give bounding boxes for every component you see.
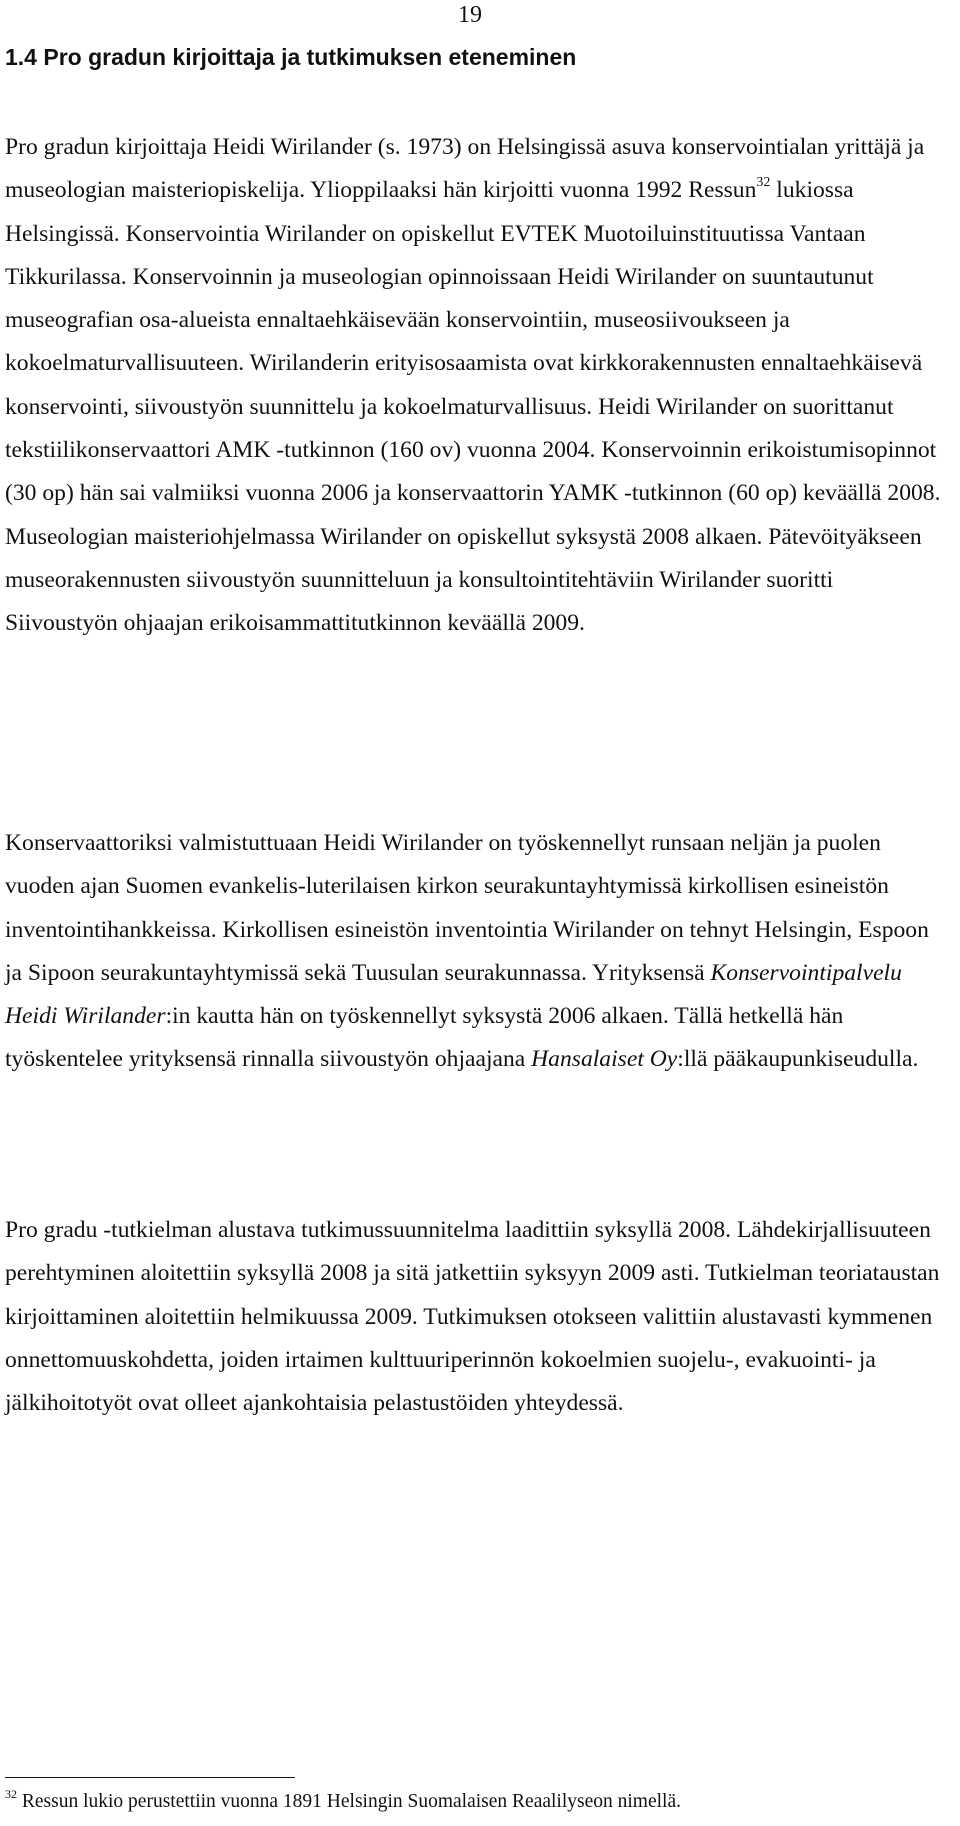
paragraph-2-part-1: Konservaattoriksi valmistuttuaan Heidi Wirilander on työskennellyt runsaan neljän ja puolen vuoden ajan Suomen evankelis-luterilaisen kirkon seurakuntayhtymissä kirkollisen esineistön inventointihankkeissa. Kirkollisen esineistön inventointia Wirilander on tehnyt Helsingin, Espoon ja Sipoon seurakuntayhtymissä sekä Tuusulan seurakunnassa. Yrityksensä: [5, 830, 929, 986]
footnote-marker: 32: [5, 1787, 17, 1801]
paragraph-work-experience: [5, 822, 945, 1082]
footnote-divider: [5, 1777, 295, 1778]
employer-name: Hansalaiset Oy: [531, 1046, 678, 1073]
paragraph-1-intro: Pro gradun kirjoittaja Heidi Wirilander (s. 1973) on Helsingissä asuva konservointialan yrittäjä ja museologian maisteriopiskelija. Ylioppilaaksi hän kirjoitti vuonna 1992 Ressun: [5, 134, 925, 204]
paragraph-2-part-3: :llä pääkaupunkiseudulla.: [677, 1046, 919, 1073]
section-heading: 1.4 Pro gradun kirjoittaja ja tutkimuksen eteneminen: [5, 44, 577, 70]
company-name: Konservointipalvelu Heidi Wirilander: [5, 959, 902, 1030]
page-number: 19: [458, 2, 482, 28]
paragraph-author-background: [5, 126, 945, 646]
paragraph-research-progress: Pro gradu -tutkielman alustava tutkimussuunnitelma laadittiin syksyllä 2008. Lähdekirjallisuuteen perehtyminen aloitettiin syksyllä 2008 ja sitä jatkettiin syksyyn 2009 asti. Tutkielman teoriataustan kirjoittaminen aloitettiin helmikuussa 2009. Tutkimuksen otokseen valittiin alustavasti kymmenen onnettomuuskohdetta, joiden irtaimen kulttuuriperinnön kokoelmien suojelu-, evakuointi- ja jälkihoitotyöt ovat olleet ajankohtaisia pelastustöiden yhteydessä.: [5, 1217, 940, 1417]
footnote-text: Ressun lukio perustettiin vuonna 1891 Helsingin Suomalaisen Reaalilyseon nimellä.: [17, 1791, 681, 1812]
footnote: [5, 1787, 681, 1813]
footnote-reference: 32: [756, 175, 771, 191]
paragraph-1-rest: lukiossa Helsingissä. Konservointia Wirilander on opiskellut EVTEK Muotoiluinstituutissa Vantaan Tikkurilassa. Konservoinnin ja museologian opinnoissaan Heidi Wirilander on suuntautunut museografian osa-alueista ennaltaehkäisevään konservointiin, museosiivoukseen ja kokoelmaturvallisuuteen. Wirilanderin erityisosaamista ovat kirkkorakennusten ennaltaehkäisevä konservointi, siivoustyön suunnittelu ja kokoelmaturvallisuus. Heidi Wirilander on suorittanut tekstiilikonservaattori AMK -tutkinnon (160 ov) vuonna 2004. Konservoinnin erikoistumisopinnot (30 op) hän sai valmiiksi vuonna 2006 ja konservaattorin YAMK -tutkinnon (60 op) keväällä 2008. Museologian maisteriohjelmassa Wirilander on opiskellut syksystä 2008 alkaen. Pätevöityäkseen museorakennusten siivoustyön suunnitteluun ja konsultointitehtäviin Wirilander suoritti Siivoustyön ohjaajan erikoisammattitutkinnon keväällä 2009.: [5, 177, 941, 637]
paragraph-2-part-2: :in kautta hän on työskennellyt syksystä 2006 alkaen. Tällä hetkellä hän työskentelee yrityksensä rinnalla siivoustyön ohjaajana: [5, 1003, 844, 1073]
